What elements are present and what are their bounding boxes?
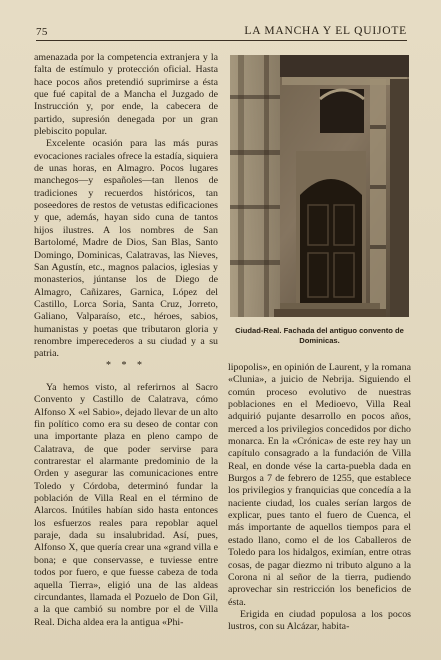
facade-illustration (230, 55, 409, 317)
paragraph: Erigida en ciudad populosa a los pocos lustros, con su Alcázar, habita- (228, 608, 411, 633)
paragraph: lipopolis», en opinión de Laurent, y la romana «Clunia», a juicio de Nebrija. Siguiendo el común proceso evolutivo de nuestras poblaciones en el Medioevo, Villa Real adquirió pujante desarrollo en pocos años, merced a los privilegios concedidos por dicho monarca. En la «Crónica» de este rey hay un capítulo consagrado a la fundación de Villa Real, en donde vése la carta-puebla dada en Burgos a 7 de febrero de 1255, que establece los privilegios y franquicias que concedía a la naciente ciudad, los cuales serían largos de explicar, pues tanto el fuero de Cuenca, el más importante de aquellos tiempos para el estado llano, como el de los Caballeros de Toledo para los hidalgos, eximían, entre otras cosas, de pagar diezmo ni tributo alguno a la Corona ni al señor de la tierra, pudiendo aprovechar sin restricción los beneficios de ésta. (228, 362, 411, 608)
left-column-top (34, 52, 218, 361)
convent-facade-photo (230, 55, 409, 317)
photo-caption: Ciudad-Real. Fachada del antiguo convento de Dominicas. (235, 326, 404, 345)
left-column-bottom (34, 382, 218, 629)
right-column-bottom (228, 362, 411, 634)
page-number: 75 (36, 26, 48, 38)
paragraph: Ya hemos visto, al referirnos al Sacro Convento y Castillo de Calatrava, cómo Alfonso X «el Sabio», dejado llevar de un alto fin político como era su deseo de contar con una importante plaza en pleno campo de Calatrava, de que poder servirse para contrarestar el alarmante predominio de la Orden y asegurar las comunicaciones entre Toledo y Córdoba, determinó fundar la población de Villa Real en el término de Alarcos. Inútiles habían sido hasta entonces los esfuerzos reales para repoblar aquel paraje, dada su insalubridad. Así, pues, Alfonso X, que quería crear una «grand villa e bona; e que conservasse, e tuviesse entre todos por fuero, e que fuesse cabeza de toda aquella Tierra», eligió una de las aldeas circundantes, llamada el Pozuelo de Don Gil, a la que cambió su nombre por el de Villa Real. Dicha aldea era la antigua «Phi- (34, 382, 218, 628)
paragraph: Excelente ocasión para las más puras evocaciones raciales ofrece la estadía, siquiera de unas horas, en Almagro. Pocos lugares manchegos—y españoles—tan llenos de tradiciones y recuerdos históricos, tan poseedores de restos de vetustas edificaciones y que, además, hayan sido cuna de tantos hijos ilustres. A los nombres de San Bartolomé, Madre de Dios, San Blas, Santo Domingo, Dominicas, Calatravas, las Nieves, San Agustín, etc., magnos palacios, iglesias y monasterios, júntanse los de Diego de Almagro, Cañizares, Garnica, López del Castillo, Lorca Soria, Santa Cruz, Jorreto, Galiano, Valparaíso, etc., héroes, sabios, humanistas y poetas que tributaron gloria y renombre imperecederos a su ciudad y a su patria. (34, 138, 218, 360)
page-header (36, 22, 407, 40)
section-separator: * * * (106, 360, 146, 371)
running-title: LA MANCHA Y EL QUIJOTE (244, 25, 407, 37)
header-rule (36, 40, 407, 41)
paragraph: amenazada por la competencia extranjera y la falta de estímulo y protección oficial. Hasta hace pocos años pretendió suprimirse a ésta que fué capital de a Mancha el Juzgado de Instrucción y, por ende, la cabecera de partido, supresión denegada por un gran plebiscito popular. (34, 52, 218, 138)
